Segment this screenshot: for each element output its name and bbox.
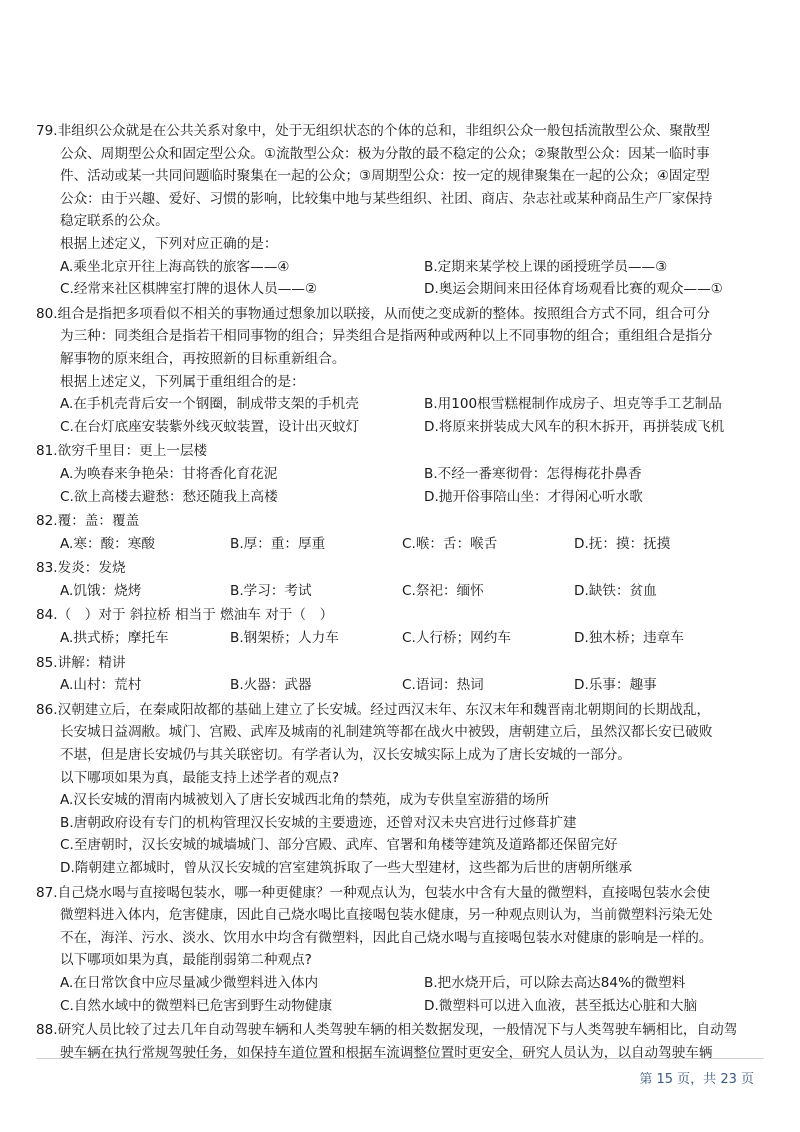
question-84-stem: 84.（ ）对于 斜拉桥 相当于 燃油车 对于（ ） bbox=[36, 607, 334, 624]
question-84 bbox=[36, 604, 770, 649]
question-83 bbox=[36, 557, 770, 602]
option-c[interactable]: C.祭祀：缅怀 bbox=[402, 582, 484, 599]
option-c[interactable]: C.喉：舌：喉舌 bbox=[402, 535, 498, 552]
option-a[interactable]: A.为唤春来争艳朵：甘将香化育花泥 bbox=[60, 465, 278, 482]
question-list bbox=[36, 120, 770, 1066]
option-d[interactable]: D.奥运会期间来田径体育场观看比赛的观众——① bbox=[424, 281, 723, 298]
question-87-prompt: 以下哪项如果为真，最能削弱第二种观点? bbox=[60, 952, 312, 969]
question-79-prompt: 根据上述定义，下列对应正确的是： bbox=[60, 235, 278, 252]
question-84-options bbox=[36, 627, 770, 650]
question-81-options bbox=[36, 463, 770, 508]
footer-divider bbox=[36, 1058, 764, 1059]
option-d[interactable]: D.乐事：趣事 bbox=[574, 677, 657, 694]
question-86-prompt: 以下哪项如果为真，最能支持上述学者的观点? bbox=[60, 769, 340, 786]
question-88-stem-line: 88.研究人员比较了过去几年自动驾驶车辆和人类驾驶车辆的相关数据发现，一般情况下与人类驾驶车辆相比，自动驾 bbox=[36, 1022, 738, 1039]
option-d[interactable]: D.将原来拼装成大风车的积木拆开，再拼装成飞机 bbox=[424, 418, 725, 435]
option-b[interactable]: B.定期来某学校上课的函授班学员——③ bbox=[424, 258, 668, 275]
option-a[interactable]: A.在日常饮食中应尽量减少微塑料进入体内 bbox=[60, 974, 319, 991]
option-a[interactable]: A.拱式桥；摩托车 bbox=[60, 630, 169, 647]
option-c[interactable]: C.自然水域中的微塑料已危害到野生动物健康 bbox=[60, 997, 333, 1014]
option-b[interactable]: B.唐朝政府设有专门的机构管理汉长安城的主要遗迹，还曾对汉未央宫进行过修葺扩建 bbox=[60, 814, 577, 831]
option-d[interactable]: D.隋朝建立都城时，曾从汉长安城的宫室建筑拆取了一些大型建材，这些都为后世的唐朝所继承 bbox=[60, 860, 633, 876]
question-85-options bbox=[36, 674, 770, 697]
option-a[interactable]: A.乘坐北京开往上海高铁的旅客——④ bbox=[60, 258, 290, 275]
question-79-stem-line: 稳定联系的公众。 bbox=[60, 213, 169, 230]
question-80-options bbox=[36, 393, 770, 438]
question-80-stem-line: 解事物的原来组合，再按照新的目标重新组合。 bbox=[60, 350, 346, 367]
question-87-stem-line: 不在，海洋、污水、淡水、饮用水中均含有微塑料，因此自己烧水喝与直接喝包装水对健康的影响是一样的。 bbox=[60, 929, 713, 946]
question-79-stem-line: 公众、周期型公众和固定型公众。①流散型公众：极为分散的最不稳定的公众；②聚散型公众：因某一临时事 bbox=[60, 145, 710, 162]
option-c[interactable]: C.语词：热词 bbox=[402, 677, 484, 694]
question-81 bbox=[36, 440, 770, 508]
question-88-stem-line: 驶车辆在执行常规驾驶任务，如保持车道位置和根据车流调整位置时更安全，研究人员认为，以自动驾驶车辆 bbox=[60, 1044, 713, 1061]
question-85-stem: 85.讲解：精讲 bbox=[36, 654, 126, 671]
question-80 bbox=[36, 303, 770, 439]
question-79 bbox=[36, 120, 770, 301]
question-82-stem: 82.覆：盖：覆盖 bbox=[36, 513, 140, 530]
option-a[interactable]: A.汉长安城的渭南内城被划入了唐长安城西北角的禁苑，成为专供皇室游猎的场所 bbox=[60, 792, 550, 809]
question-87-stem-line: 微塑料进入体内，危害健康，因此自己烧水喝比直接喝包装水健康，另一种观点则认为，当前微塑料污染无处 bbox=[60, 907, 713, 924]
option-c[interactable]: C.经常来社区棋牌室打牌的退休人员——② bbox=[60, 281, 318, 298]
question-86-stem-line: 86.汉朝建立后，在秦咸阳故都的基础上建立了长安城。经过西汉末年、东汉末年和魏晋南北朝期间的长期战乱， bbox=[36, 701, 711, 718]
question-79-stem-line: 件、活动或某一共同问题临时聚集在一起的公众；③周期型公众：按一定的规律聚集在一起的公众；④固定型 bbox=[60, 168, 710, 185]
option-d[interactable]: D.缺铁：贫血 bbox=[574, 582, 657, 599]
option-b[interactable]: B.钢架桥；人力车 bbox=[230, 630, 339, 647]
question-86-stem-line: 长安城日益凋敝。城门、宫殿、武库及城南的礼制建筑等都在战火中被毁，唐朝建立后，虽然汉都长安已破败 bbox=[60, 724, 713, 741]
question-87-options bbox=[36, 972, 770, 1017]
option-c[interactable]: C.在台灯底座安装紫外线灭蚊装置，设计出灭蚊灯 bbox=[60, 418, 360, 435]
option-a[interactable]: A.寒：酸：寒酸 bbox=[60, 535, 155, 552]
question-81-stem: 81.欲穷千里目：更上一层楼 bbox=[36, 443, 208, 460]
option-b[interactable]: B.学习：考试 bbox=[230, 582, 312, 599]
option-a[interactable]: A.山村：荒村 bbox=[60, 677, 142, 694]
question-83-stem: 83.发炎：发烧 bbox=[36, 560, 126, 577]
option-b[interactable]: B.把水烧开后，可以除去高达84%的微塑料 bbox=[424, 974, 686, 991]
option-a[interactable]: A.饥饿：烧烤 bbox=[60, 582, 142, 599]
question-80-stem-line: 为三种：同类组合是指若干相同事物的组合；异类组合是指两种或两种以上不同事物的组合；重组组合是指分 bbox=[60, 328, 713, 345]
option-b[interactable]: B.厚：重：厚重 bbox=[230, 535, 326, 552]
option-a[interactable]: A.在手机壳背后安一个钢圈，制成带支架的手机壳 bbox=[60, 396, 359, 413]
option-b[interactable]: B.不经一番寒彻骨：怎得梅花扑鼻香 bbox=[424, 465, 642, 482]
option-d[interactable]: D.独木桥；违章车 bbox=[574, 630, 684, 647]
question-80-prompt: 根据上述定义，下列属于重组组合的是： bbox=[60, 373, 305, 390]
option-d[interactable]: D.微塑料可以进入血液，甚至抵达心脏和大脑 bbox=[424, 997, 698, 1014]
question-85 bbox=[36, 652, 770, 697]
question-79-stem-line: 79.非组织公众就是在公共关系对象中，处于无组织状态的个体的总和，非组织公众一般包括流散型公众、聚散型 bbox=[36, 123, 711, 139]
option-d[interactable]: D.抛开俗事陪山坐：才得闲心听水歌 bbox=[424, 488, 643, 505]
option-c[interactable]: C.人行桥；网约车 bbox=[402, 630, 511, 647]
question-79-options bbox=[36, 256, 770, 301]
question-86-stem-line: 不堪，但是唐长安城仍与其关联密切。有学者认为，汉长安城实际上成为了唐长安城的一部分。 bbox=[60, 747, 631, 764]
question-80-stem-line: 80.组合是指把多项看似不相关的事物通过想象加以联接，从而使之变成新的整体。按照组合方式不同，组合可分 bbox=[36, 305, 711, 322]
option-b[interactable]: B.用100根雪糕棍制作成房子、坦克等手工艺制品 bbox=[424, 396, 722, 413]
question-83-options bbox=[36, 580, 770, 603]
option-b[interactable]: B.火器：武器 bbox=[230, 677, 312, 694]
option-c[interactable]: C.至唐朝时，汉长安城的城墙城门、部分宫殿、武库、官署和角楼等建筑及道路都还保留完好 bbox=[60, 837, 618, 854]
page-number: 第 15 页，共 23 页 bbox=[639, 1072, 754, 1087]
option-d[interactable]: D.抚：摸：抚摸 bbox=[574, 535, 671, 552]
question-86 bbox=[36, 699, 770, 880]
question-87 bbox=[36, 882, 770, 1018]
question-82 bbox=[36, 510, 770, 555]
question-79-stem-line: 公众：由于兴趣、爱好、习惯的影响，比较集中地与某些组织、社团、商店、杂志社或某种商品生产厂家保持 bbox=[60, 190, 713, 207]
option-c[interactable]: C.欲上高楼去避愁：愁还随我上高楼 bbox=[60, 488, 278, 505]
question-82-options bbox=[36, 533, 770, 556]
question-87-stem-line: 87.自己烧水喝与直接喝包装水，哪一种更健康？一种观点认为，包装水中含有大量的微塑料，直接喝包装水会使 bbox=[36, 884, 711, 901]
